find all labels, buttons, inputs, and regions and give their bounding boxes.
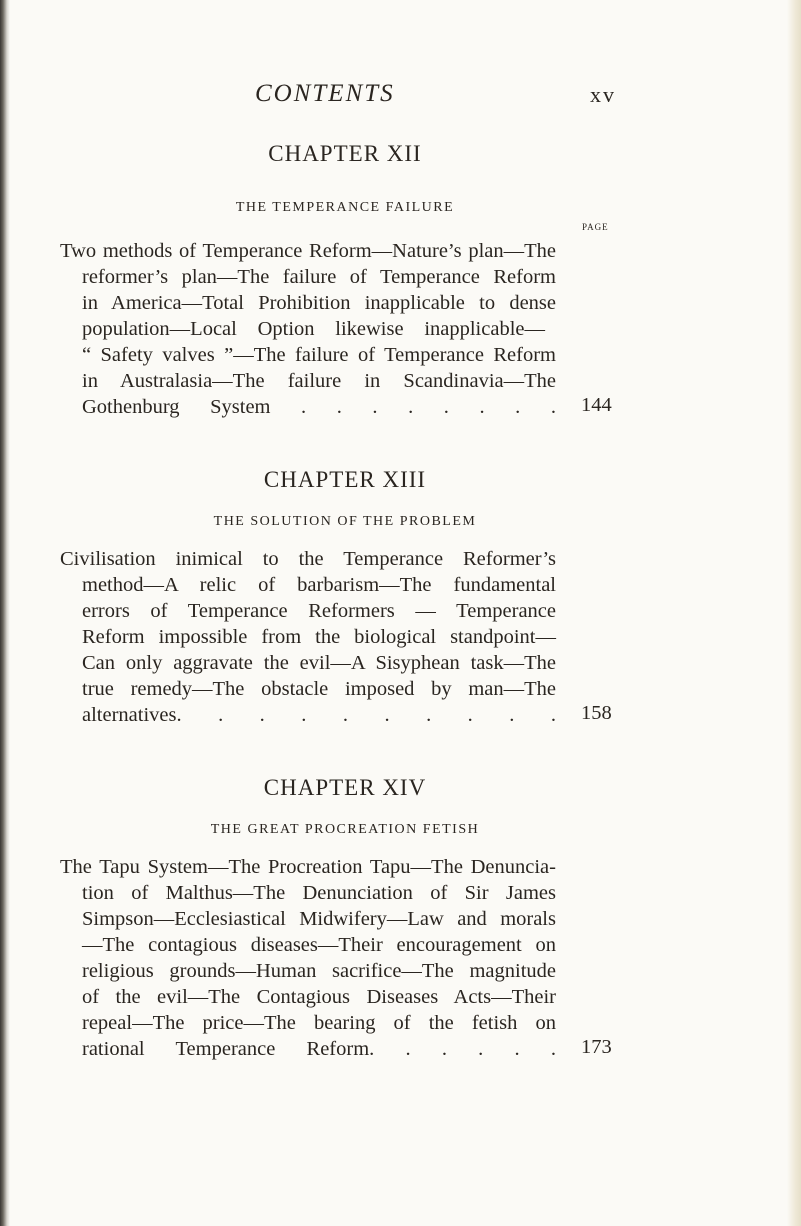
chapter-heading: CHAPTER XIII (263, 467, 427, 492)
synopsis-line: Two methods of Temperance Reform—Nature’s plan—The (60, 240, 556, 262)
synopsis-line: method—A relic of barbarism—The fundamental (82, 574, 556, 596)
synopsis-line: The Tapu System—The Procreation Tapu—The Denuncia- (60, 856, 556, 878)
synopsis-line: religious grounds—Human sacrifice—The magnitude (82, 960, 556, 982)
page-column-label: PAGE (582, 222, 609, 232)
synopsis-line: Civilisation inimical to the Temperance Reformer’s (60, 548, 556, 570)
running-head-page-number: xv (590, 82, 616, 107)
chapter-heading: CHAPTER XIV (263, 775, 427, 800)
synopsis-line: in America—Total Prohibition inapplicable to dense (82, 292, 556, 314)
synopsis-line: Simpson—Ecclesiastical Midwifery—Law and morals (82, 908, 556, 930)
running-head-title: CONTENTS (255, 80, 395, 107)
synopsis-line: Can only aggravate the evil—A Sisyphean task—The (82, 652, 556, 674)
synopsis-line: repeal—The price—The bearing of the fetish on (82, 1012, 556, 1034)
synopsis-line: errors of Temperance Reformers — Temperance (82, 600, 556, 622)
synopsis-line: population—Local Option likewise inapplicable— (82, 318, 545, 340)
synopsis-line: in Australasia—The failure in Scandinavia—The (82, 370, 556, 392)
chapter-page-number: 144 (581, 394, 612, 416)
chapter-subtitle: THE TEMPERANCE FAILURE (235, 200, 455, 215)
synopsis-line: true remedy—The obstacle imposed by man—The (82, 678, 556, 700)
synopsis-line: tion of Malthus—The Denunciation of Sir James (82, 882, 556, 904)
page-right-edge (787, 0, 801, 1226)
synopsis-line: Reform impossible from the biological standpoint— (82, 626, 556, 648)
running-head (0, 80, 801, 114)
chapter-page-number: 173 (581, 1036, 612, 1058)
chapter-subtitle: THE SOLUTION OF THE PROBLEM (213, 514, 477, 529)
chapter-page-number: 158 (581, 702, 612, 724)
synopsis-line: —The contagious diseases—Their encouragement on (82, 934, 556, 956)
chapter-heading: CHAPTER XII (268, 141, 422, 166)
synopsis-line: “ Safety valves ”—The failure of Temperance Reform (82, 344, 556, 366)
synopsis-line: reformer’s plan—The failure of Temperance Reform (82, 266, 556, 288)
synopsis-line: alternatives. . . . . . . . . . (82, 704, 556, 726)
synopsis-line: of the evil—The Contagious Diseases Acts—Their (82, 986, 556, 1008)
synopsis-line: Gothenburg System . . . . . . . . (82, 396, 556, 418)
chapter-subtitle: THE GREAT PROCREATION FETISH (210, 822, 480, 837)
synopsis-line: rational Temperance Reform. . . . . . (82, 1038, 556, 1060)
page-binding-edge (0, 0, 10, 1226)
